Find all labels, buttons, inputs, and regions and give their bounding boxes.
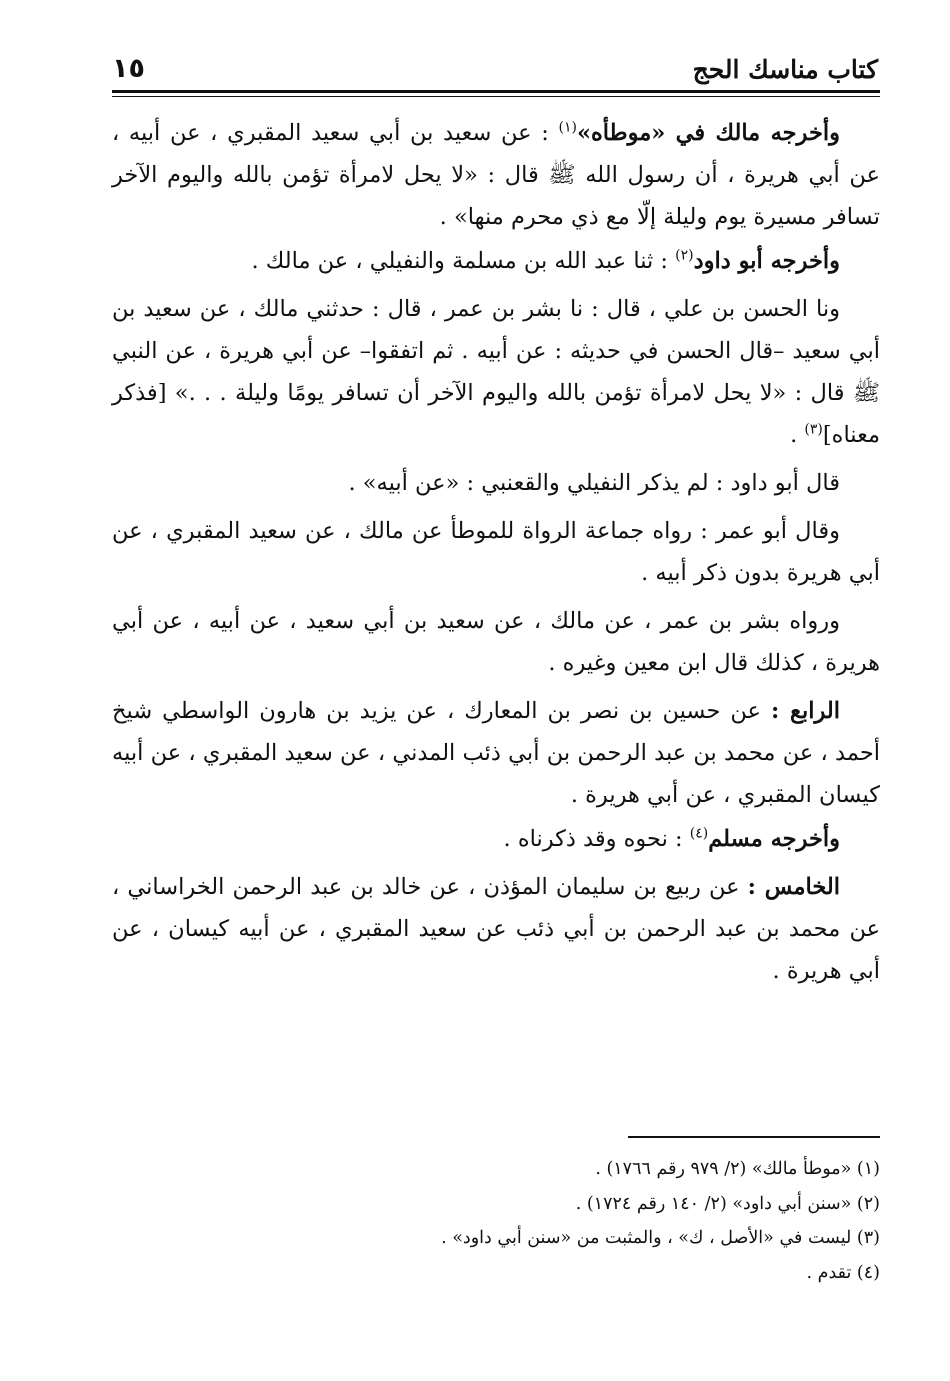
paragraph-text: : ثنا عبد الله بن مسلمة والنفيلي ، عن مالك . xyxy=(251,248,676,274)
paragraph xyxy=(112,600,880,684)
footnote-ref: (٤) xyxy=(689,825,709,842)
paragraph-tail: . xyxy=(790,422,805,448)
paragraph xyxy=(112,112,880,238)
footnote: (٢) «سنن أبي داود» (٢/ ١٤٠ رقم ١٧٢٤) . xyxy=(575,1193,880,1214)
page-number: ١٥ xyxy=(112,53,145,84)
main-text xyxy=(112,112,880,998)
paragraph xyxy=(112,510,880,594)
header-rule-thick xyxy=(112,90,880,93)
paragraph-text: ونا الحسن بن علي ، قال : نا بشر بن عمر ، قال : حدثني مالك ، عن سعيد بن أبي سعيد –قال الحسن في حديثه : عن أبيه . ثم اتفقوا– عن أبي هريرة ، عن النبي ﷺ قال : «لا يحل لامرأة تؤمن بالله واليوم الآخر أن تسافر يومًا وليلة . . .» [فذكر معناه] xyxy=(112,296,880,448)
paragraph-text: : عن سعيد بن أبي سعيد المقبري ، عن أبيه ، عن أبي هريرة ، أن رسول الله ﷺ قال : «لا يحل لامرأة تؤمن بالله واليوم الآخر تسافر مسيرة يوم وليلة إلّا مع ذي محرم منها» . xyxy=(112,120,880,230)
paragraph xyxy=(112,818,880,860)
running-title: كتاب مناسك الحج xyxy=(692,55,878,84)
footnote-ref: (٢) xyxy=(675,247,694,264)
paragraph xyxy=(112,240,880,282)
footnote: (١) «موطأ مالك» (٢/ ٩٧٩ رقم ١٧٦٦) . xyxy=(595,1159,880,1179)
paragraph-text: عن ربيع بن سليمان المؤذن ، عن خالد بن عبد الرحمن الخراساني ، عن محمد بن عبد الرحمن بن أبي ذئب عن سعيد المقبري ، عن أبيه كيسان ، عن أبي هريرة . xyxy=(112,874,880,984)
paragraph-text: عن حسين بن نصر بن المعارك ، عن يزيد بن هارون الواسطي شيخ أحمد ، عن محمد بن عبد الرحمن بن أبي ذئب المدني ، عن سعيد المقبري ، عن أبيه كيسان المقبري ، عن أبي هريرة . xyxy=(112,698,880,808)
paragraph xyxy=(112,288,880,456)
paragraph-text: : نحوه وقد ذكرناه . xyxy=(503,826,690,852)
paragraph xyxy=(112,690,880,816)
paragraph-lead: وأخرجه مسلم xyxy=(708,826,840,852)
paragraph-text: ورواه بشر بن عمر ، عن مالك ، عن سعيد بن أبي سعيد ، عن أبيه ، عن أبي هريرة ، كذلك قال ابن معين وغيره . xyxy=(112,608,880,676)
paragraph xyxy=(112,866,880,992)
paragraph-text: قال أبو داود : لم يذكر النفيلي والقعنبي : «عن أبيه» . xyxy=(348,470,840,496)
footnote: (٣) ليست في «الأصل ، ك» ، والمثبت من «سنن أبي داود» . xyxy=(441,1228,880,1248)
paragraph-lead: الرابع : xyxy=(770,698,840,724)
paragraph xyxy=(112,462,880,504)
footnote: (٤) تقدم . xyxy=(806,1262,880,1283)
footnote-ref: (٣) xyxy=(804,421,823,438)
footnote-ref: (١) xyxy=(558,119,577,136)
footnotes xyxy=(112,1152,880,1290)
paragraph-lead: وأخرجه أبو داود xyxy=(693,248,840,274)
page-header xyxy=(112,44,878,84)
footnote-separator xyxy=(628,1136,880,1138)
paragraph-text: وقال أبو عمر : رواه جماعة الرواة للموطأ عن مالك ، عن سعيد المقبري ، عن أبي هريرة بدون ذكر أبيه . xyxy=(112,518,880,586)
paragraph-lead: الخامس : xyxy=(747,874,840,900)
paragraph-lead: وأخرجه مالك في «موطأه» xyxy=(576,120,840,146)
header-rule-thin xyxy=(112,96,880,97)
